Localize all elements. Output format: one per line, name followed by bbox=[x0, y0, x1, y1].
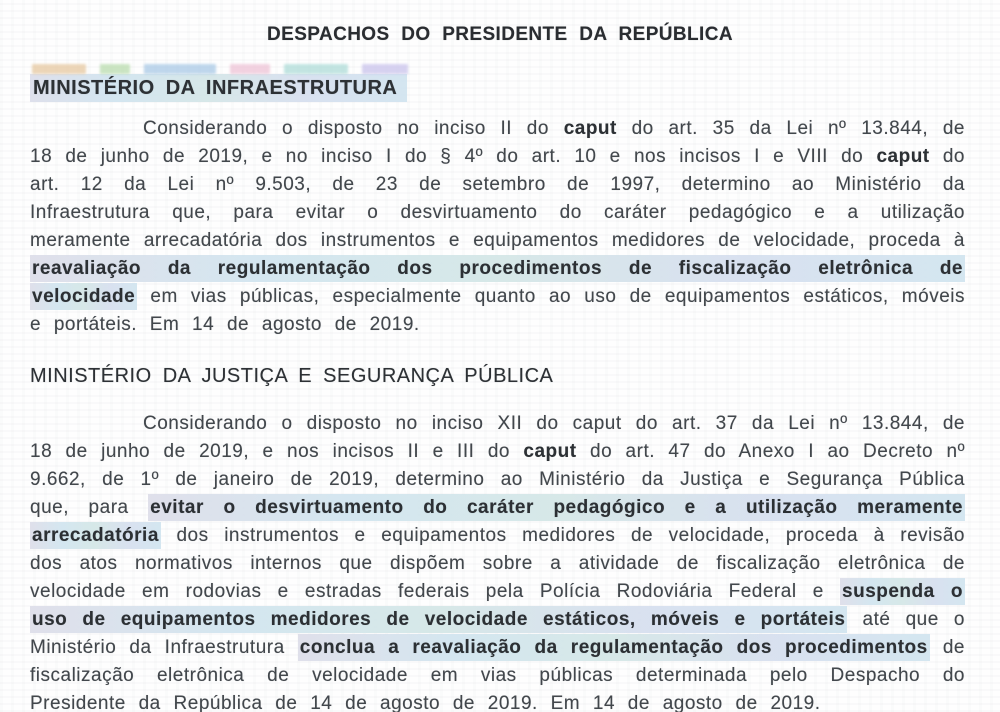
artifact-chip bbox=[230, 64, 270, 74]
highlighted-text: suspenda o uso de equipamentos medidores de velocidade estáticos, móveis e portáteis bbox=[30, 578, 965, 633]
page-title: DESPACHOS DO PRESIDENTE DA REPÚBLICA bbox=[267, 24, 733, 45]
artifact-chip bbox=[144, 64, 216, 74]
paragraph-infraestrutura bbox=[30, 115, 965, 339]
highlighted-text: evitar o desvirtuamento do caráter pedagógico e a utilização meramente arrecadatória bbox=[30, 494, 965, 549]
highlighted-text: reavaliação da regulamentação dos procedimentos de fiscalização eletrônica de velocidade bbox=[30, 255, 965, 310]
artifact-chip bbox=[100, 64, 130, 74]
bold-text: caput bbox=[563, 118, 617, 139]
section-heading-infraestrutura bbox=[30, 77, 965, 100]
section-infraestrutura bbox=[0, 77, 1000, 339]
section-justica bbox=[0, 365, 1000, 712]
text-run: Considerando o disposto no inciso II do bbox=[143, 118, 564, 139]
text-run: até que o Ministério da Infraestrutura bbox=[30, 609, 965, 658]
text-run: do art. 47 do Anexo I ao Decreto nº 9.662, de 1º de janeiro de 2019, determino ao Ministério da Justiça e Segurança Pública que, para bbox=[30, 441, 966, 518]
compression-artifact-band bbox=[32, 64, 592, 74]
artifact-chip bbox=[32, 64, 86, 74]
bold-text: caput bbox=[876, 146, 930, 167]
text-run: do art. 12 da Lei nº 9.503, de 23 de setembro de 1997, determino ao Ministério da Infraestrutura que, para evitar o desvirtuamento do caráter pedagógico e a utilização meramente arrecadatória dos instrumentos e equipamentos medidores de velocidade, proceda à bbox=[30, 146, 965, 251]
bold-text: caput bbox=[523, 441, 577, 462]
text-run: em vias públicas, especialmente quanto ao uso de equipamentos estáticos, móveis e portáteis. Em 14 de agosto de 2019. bbox=[30, 286, 965, 335]
paragraph-justica bbox=[30, 410, 965, 712]
artifact-chip bbox=[284, 64, 348, 74]
section-heading-text: MINISTÉRIO DA INFRAESTRUTURA bbox=[30, 74, 407, 102]
text-run: do art. 35 da Lei nº 13.844, de 18 de junho de 2019, e no inciso I do § 4º do art. 10 e nos incisos I e VIII do bbox=[30, 118, 965, 167]
artifact-chip bbox=[362, 64, 408, 74]
highlighted-text: conclua a reavaliação da regulamentação dos procedimentos bbox=[298, 634, 930, 661]
text-run: Considerando o disposto no inciso XII do caput do art. 37 da Lei nº 13.844, de 18 de junho de 2019, e nos incisos II e III do bbox=[30, 413, 965, 462]
text-run: de fiscalização eletrônica de velocidade em vias públicas determinada pelo Despacho do Presidente da República de 14 de agosto de 2019. Em 14 de agosto de 2019. bbox=[30, 637, 965, 712]
text-run: dos instrumentos e equipamentos medidores de velocidade, proceda à revisão dos atos normativos internos que dispõem sobre a atividade de fiscalização eletrônica de velocidade em rodovias e estradas federais pela Polícia Rodoviária Federal e bbox=[30, 525, 965, 602]
section-heading-justica: MINISTÉRIO DA JUSTIÇA E SEGURANÇA PÚBLICA bbox=[30, 365, 554, 387]
